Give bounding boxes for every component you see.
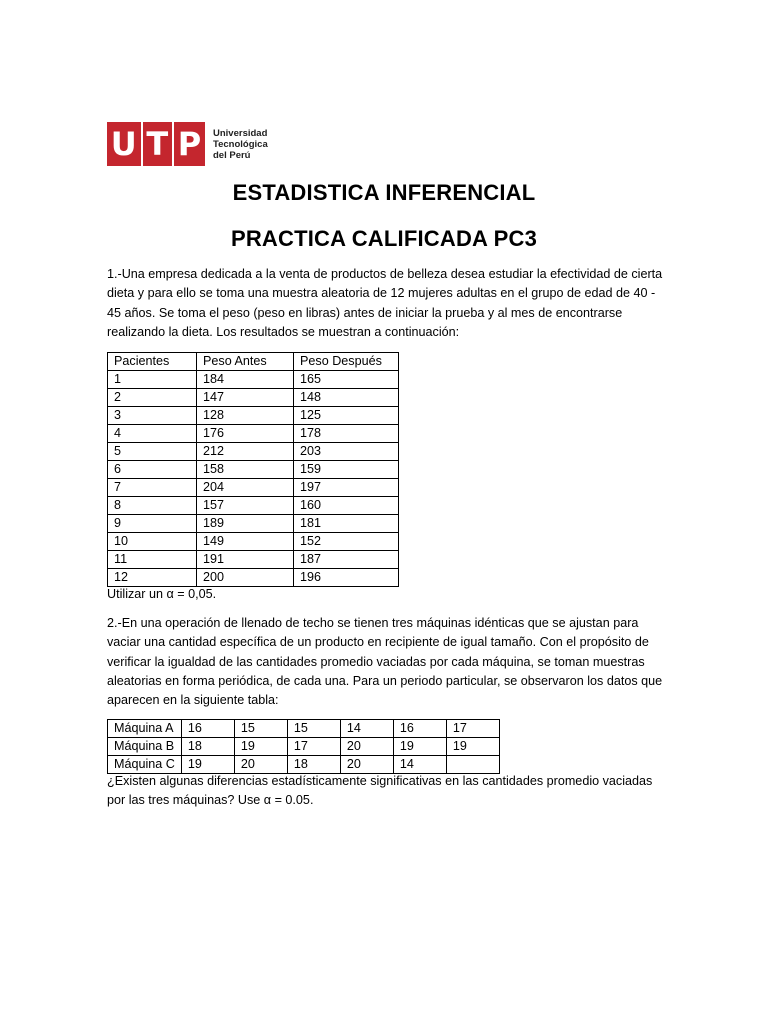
table-cell: 149	[197, 533, 294, 551]
table-cell: 159	[294, 461, 399, 479]
table-cell: 9	[108, 515, 197, 533]
problem-2-question: ¿Existen algunas diferencias estadísticamente significativas en las cantidades promedio vaciadas por las tres máquinas? Use α = 0.05.	[107, 774, 653, 808]
table-cell: 17	[446, 720, 499, 738]
table-cell	[446, 756, 499, 774]
table-cell: 147	[197, 389, 294, 407]
table-cell: 14	[393, 756, 446, 774]
table-cell: 18	[181, 738, 234, 756]
table-row	[108, 569, 399, 587]
table-cell: 15	[287, 720, 340, 738]
logo-letter-u: U	[110, 125, 137, 163]
table-cell: 152	[294, 533, 399, 551]
table-row	[108, 551, 399, 569]
table-cell: 2	[108, 389, 197, 407]
table-row	[108, 479, 399, 497]
table-cell: 203	[294, 443, 399, 461]
logo-separator	[141, 122, 143, 166]
machines-table-body	[108, 720, 500, 774]
table-cell: 184	[197, 371, 294, 389]
table-row	[108, 720, 500, 738]
table-cell: Máquina B	[108, 738, 182, 756]
table-cell: 19	[393, 738, 446, 756]
table-cell: 14	[340, 720, 393, 738]
table-cell: 158	[197, 461, 294, 479]
table-row	[108, 533, 399, 551]
table-row	[108, 461, 399, 479]
table-cell: Máquina C	[108, 756, 182, 774]
table-row	[108, 371, 399, 389]
machines-table	[107, 719, 500, 774]
table-cell: Máquina A	[108, 720, 182, 738]
alpha-note: Utilizar un α = 0,05.	[107, 587, 217, 601]
problem-1-statement: 1.-Una empresa dedicada a la venta de productos de belleza desea estudiar la efectividad de cierta dieta y para ello se toma una muestra aleatoria de 12 mujeres adultas en el grupo de edad de 40 - 45 años. Se toma el peso (peso en libras) antes de iniciar la prueba y al mes de encontrarse realizando la dieta. Los resultados se muestran a continuación:	[107, 267, 663, 339]
table-row	[108, 407, 399, 425]
table-cell: 196	[294, 569, 399, 587]
table-cell: 212	[197, 443, 294, 461]
table-cell: 157	[197, 497, 294, 515]
weights-table	[107, 352, 399, 587]
table-cell: 148	[294, 389, 399, 407]
column-header-peso-despues: Peso Después	[294, 353, 399, 371]
table-cell: 160	[294, 497, 399, 515]
table-row	[108, 497, 399, 515]
logo-line-1: Universidad	[213, 127, 268, 139]
table-cell: 125	[294, 407, 399, 425]
table-cell: 204	[197, 479, 294, 497]
table-cell: 20	[340, 738, 393, 756]
table-row	[108, 443, 399, 461]
logo-letter-t: T	[146, 125, 169, 163]
table-cell: 11	[108, 551, 197, 569]
table-cell: 8	[108, 497, 197, 515]
utp-logo	[107, 122, 268, 166]
table-cell: 15	[234, 720, 287, 738]
table-cell: 12	[108, 569, 197, 587]
table-cell: 16	[393, 720, 446, 738]
table-row	[108, 389, 399, 407]
document-title: ESTADISTICA INFERENCIAL	[232, 180, 536, 205]
logo-wordmark	[213, 128, 268, 161]
table-cell: 165	[294, 371, 399, 389]
table-cell: 3	[108, 407, 197, 425]
column-header-pacientes: Pacientes	[108, 353, 197, 371]
table-cell: 19	[234, 738, 287, 756]
table-cell: 200	[197, 569, 294, 587]
table-cell: 178	[294, 425, 399, 443]
table-cell: 128	[197, 407, 294, 425]
logo-separator	[172, 122, 174, 166]
table-cell: 19	[446, 738, 499, 756]
document-subtitle: PRACTICA CALIFICADA PC3	[230, 226, 538, 251]
table-header-row	[108, 353, 399, 371]
table-cell: 17	[287, 738, 340, 756]
table-row	[108, 515, 399, 533]
table-cell: 6	[108, 461, 197, 479]
problem-2-statement: 2.-En una operación de llenado de techo se tienen tres máquinas idénticas que se ajustan para vaciar una cantidad específica de un producto en recipiente de igual tamaño. Con el propósito de verificar la igualdad de las cantidades promedio vaciadas por cada máquina, se toman muestras aleatorias en forma periódica, de cada una. Para un periodo particular, se observaron los datos que aparecen en la siguiente tabla:	[107, 616, 663, 708]
logo-line-3: del Perú	[213, 149, 251, 161]
logo-line-2: Tecnológica	[213, 138, 268, 150]
table-row	[108, 738, 500, 756]
table-cell: 10	[108, 533, 197, 551]
utp-logo-mark	[107, 122, 205, 166]
table-cell: 5	[108, 443, 197, 461]
weights-table-body	[108, 353, 399, 587]
table-cell: 7	[108, 479, 197, 497]
table-row	[108, 756, 500, 774]
logo-letter-p: P	[177, 125, 202, 163]
table-cell: 1	[108, 371, 197, 389]
table-row	[108, 425, 399, 443]
table-cell: 197	[294, 479, 399, 497]
table-cell: 187	[294, 551, 399, 569]
table-cell: 16	[181, 720, 234, 738]
table-cell: 191	[197, 551, 294, 569]
table-cell: 4	[108, 425, 197, 443]
table-cell: 20	[340, 756, 393, 774]
table-cell: 181	[294, 515, 399, 533]
table-cell: 19	[181, 756, 234, 774]
table-cell: 18	[287, 756, 340, 774]
column-header-peso-antes: Peso Antes	[197, 353, 294, 371]
table-cell: 189	[197, 515, 294, 533]
table-cell: 176	[197, 425, 294, 443]
table-cell: 20	[234, 756, 287, 774]
